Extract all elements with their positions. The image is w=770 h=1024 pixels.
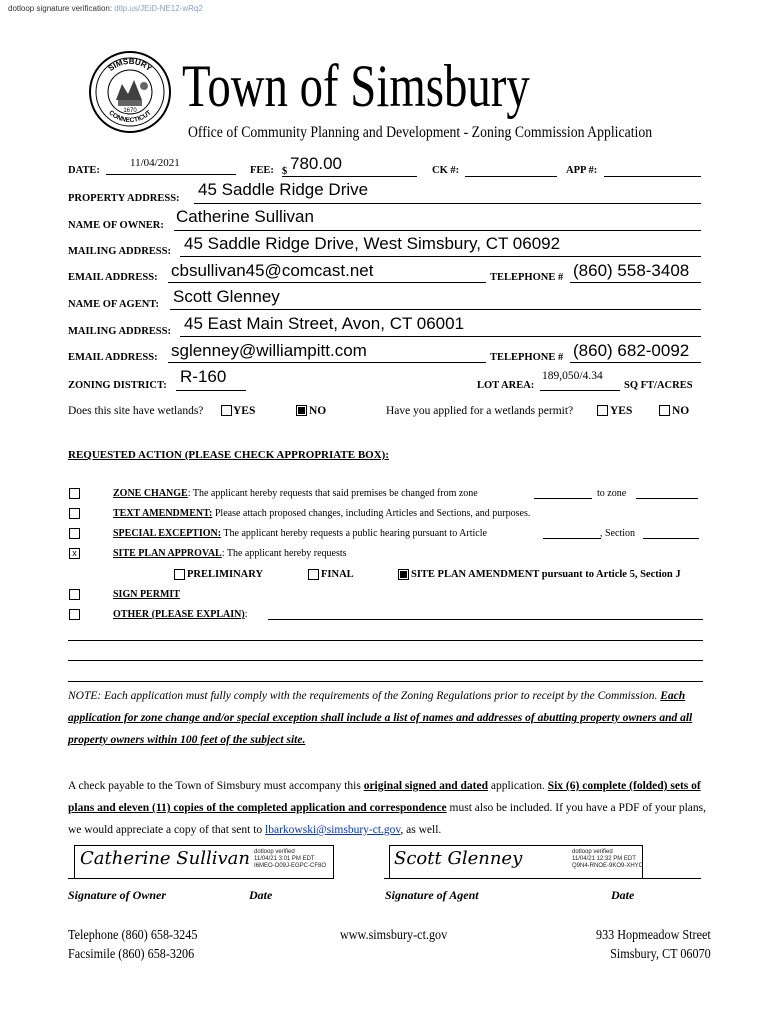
date-value[interactable]: 11/04/2021 [130,157,180,169]
app-label: APP #: [566,165,598,176]
check-text-1: A check payable to the Town of Simsbury must accompany this [68,780,364,792]
wetlands-no-checkbox[interactable] [296,405,307,416]
other-explain-line-4[interactable] [68,681,703,682]
svg-text:CONNECTICUT: CONNECTICUT [107,109,153,125]
permit-no-checkbox[interactable] [659,405,670,416]
agent-name-value[interactable]: Scott Glenney [173,287,280,306]
footer-website[interactable]: www.simsbury-ct.gov [340,927,448,942]
check-emphasis-2: Six (6) complete (folded) sets of plans and eleven (11) copies of the completed application and correspondence [68,780,701,814]
wetlands-yes-label: YES [233,405,256,417]
site-plan-row [113,548,347,559]
note-emphasis: Each application for zone change and/or special exception shall include a list of names and addresses of abutting property owners and all property owners within 100 feet of the subject site. [68,690,693,746]
agent-name-line [170,309,701,310]
owner-name-value[interactable]: Catherine Sullivan [176,207,314,226]
final-label: FINAL [321,569,354,580]
final-checkbox[interactable] [308,569,319,580]
ck-label: CK #: [432,165,460,176]
owner-mailing-value[interactable]: 45 Saddle Ridge Drive, West Simsbury, CT 06092 [184,234,561,253]
owner-phone-label: TELEPHONE # [490,272,564,283]
sign-permit-heading: SIGN PERMIT [113,589,180,600]
app-field[interactable] [604,176,701,177]
sign-permit-checkbox[interactable] [69,589,80,600]
zoning-label: ZONING DISTRICT: [68,380,167,391]
other-checkbox[interactable] [69,609,80,620]
to-zone-label: to zone [597,488,627,499]
zone-change-checkbox[interactable] [69,488,80,499]
owner-verify-line-1: dotloop verified [254,849,295,855]
other-explain-line-1[interactable] [268,619,703,620]
preliminary-checkbox[interactable] [174,569,185,580]
zone-change-heading: ZONE CHANGE [113,488,188,499]
special-exception-heading: SPECIAL EXCEPTION: [113,528,222,539]
lot-area-label: LOT AREA: [477,380,535,391]
owner-signature: Catherine Sullivan [80,848,250,869]
check-text-2: application. [488,780,548,792]
footer-street: 933 Hopmeadow Street [596,927,711,942]
verification-link[interactable]: dtlp.us/JEiD-NE12-wRq2 [114,4,203,13]
zone-change-row [113,488,478,499]
other-row [113,609,247,620]
agent-mailing-line [180,336,701,337]
agent-signature: Scott Glenney [394,848,523,869]
owner-phone-value[interactable]: (860) 558-3408 [573,261,690,280]
agent-phone-label: TELEPHONE # [490,352,564,363]
owner-mailing-line [180,256,701,257]
property-address-value[interactable]: 45 Saddle Ridge Drive [198,180,369,199]
agent-mailing-value[interactable]: 45 East Main Street, Avon, CT 06001 [184,314,465,333]
town-seal-logo [88,50,172,134]
agent-email-line [168,362,486,363]
owner-verify-line-2: 11/04/21 3:01 PM EDT [254,856,315,862]
permit-yes-checkbox[interactable] [597,405,608,416]
agent-signature-label: Signature of Agent [385,888,479,902]
owner-email-value[interactable]: cbsullivan45@comcast.net [171,261,374,280]
fee-value[interactable]: 780.00 [290,154,342,173]
site-plan-heading: SITE PLAN APPROVAL [113,548,222,559]
other-explain-line-2[interactable] [68,640,703,641]
from-zone-field[interactable] [534,498,592,499]
svg-text:SIMSBURY: SIMSBURY [106,56,154,74]
zoning-value[interactable]: R-160 [180,367,227,386]
zone-change-text: : The applicant hereby requests that said premises be changed from zone [187,488,478,499]
other-heading: OTHER (PLEASE EXPLAIN) [113,609,245,620]
ck-field[interactable] [465,176,557,177]
fee-label: FEE: [250,165,274,176]
owner-email-label: EMAIL ADDRESS: [68,272,158,283]
zoning-line [176,390,246,391]
agent-name-label: NAME OF AGENT: [68,299,159,310]
date-label: DATE: [68,165,100,176]
wetlands-yes-checkbox[interactable] [221,405,232,416]
special-exception-checkbox[interactable] [69,528,80,539]
other-explain-line-3[interactable] [68,660,703,661]
text-amendment-row [113,508,530,519]
site-plan-checkbox[interactable]: x [69,548,80,559]
agent-phone-line [570,362,701,363]
permit-no-label: NO [672,405,690,417]
text-amendment-checkbox[interactable] [69,508,80,519]
owner-email-line [168,282,486,283]
section-label: , Section [600,528,635,539]
page-subtitle: Office of Community Planning and Development - Zoning Commission Application [188,124,653,141]
other-text: : [244,609,248,620]
note-paragraph [68,685,708,751]
check-text-4: , as well. [400,824,442,836]
check-text-3: must also be included. If you have a PDF of your plans, we would appreciate a copy of that sent to [68,802,707,836]
site-plan-amendment-checkbox[interactable] [398,569,409,580]
property-address-line [194,203,701,204]
site-plan-amendment-label: SITE PLAN AMENDMENT pursuant to Article 5, Section J [411,569,681,580]
agent-email-value[interactable]: sglenney@williampitt.com [171,341,367,360]
lot-area-value[interactable]: 189,050/4.34 [542,370,603,382]
sign-permit-row [113,589,180,600]
agent-verify-line-2: 11/04/21 12:32 PM EDT [572,856,636,862]
section-field[interactable] [643,538,699,539]
wetlands-question-text: Does this site have wetlands? [68,405,204,417]
owner-name-label: NAME OF OWNER: [68,220,164,231]
footer-telephone: Telephone (860) 658-3245 [68,927,198,942]
page-title: Town of Simsbury [182,53,530,119]
article-field[interactable] [543,538,601,539]
agent-verification [572,849,643,870]
fee-line [282,176,417,177]
check-emphasis-1: original signed and dated [363,780,488,792]
property-address-label: PROPERTY ADDRESS: [68,193,180,204]
requested-action-heading: REQUESTED ACTION (PLEASE CHECK APPROPRIATE BOX): [68,449,389,461]
agent-date-label: Date [611,888,635,902]
owner-name-line [174,230,701,231]
dotloop-verification-note [8,4,203,13]
preliminary-label: PRELIMINARY [187,569,264,580]
contact-email-link[interactable]: lbarkowski@simsbury-ct.gov [265,824,401,836]
svg-text:1670: 1670 [123,108,137,114]
permit-yes-label: YES [610,405,633,417]
footer-city: Simsbury, CT 06070 [610,946,711,961]
owner-signature-label: Signature of Owner [68,888,167,902]
date-line [106,174,236,175]
lot-area-line [540,390,620,391]
owner-phone-line [570,282,701,283]
agent-mailing-label: MAILING ADDRESS: [68,326,171,337]
footer-facsimile: Facsimile (860) 658-3206 [68,946,195,961]
agent-email-label: EMAIL ADDRESS: [68,352,158,363]
to-zone-field[interactable] [636,498,698,499]
verification-label: dotloop signature verification: [8,4,113,13]
special-exception-text: The applicant hereby requests a public hearing pursuant to Article [221,528,487,539]
agent-verify-line-3: Q9N4-RNOE-9KO9-XHYC [572,863,644,869]
lot-area-unit: SQ FT/ACRES [624,380,693,391]
text-amendment-text: Please attach proposed changes, including Articles and Sections, and purposes. [212,508,531,519]
wetlands-no-label: NO [309,405,327,417]
footer-contact [68,925,197,963]
wetlands-question [68,405,203,417]
note-text: : Each application must fully comply with the requirements of the Zoning Regulations prior to receipt by the Commission. [97,690,661,702]
owner-verify-line-3: I6MEO-O09J-EGPC-CF8O [254,863,327,869]
footer-address [596,925,711,963]
note-lead: NOTE [68,690,98,702]
fee-currency: $ [282,166,288,177]
owner-date-label: Date [249,888,273,902]
site-plan-text: : The applicant hereby requests [221,548,347,559]
owner-mailing-label: MAILING ADDRESS: [68,246,171,257]
owner-verification [254,849,326,870]
agent-verify-line-1: dotloop verified [572,849,613,855]
check-paragraph [68,775,708,841]
text-amendment-heading: TEXT AMENDMENT: [113,508,213,519]
wetlands-permit-question: Have you applied for a wetlands permit? [386,405,574,417]
agent-phone-value[interactable]: (860) 682-0092 [573,341,690,360]
special-exception-row [113,528,487,539]
